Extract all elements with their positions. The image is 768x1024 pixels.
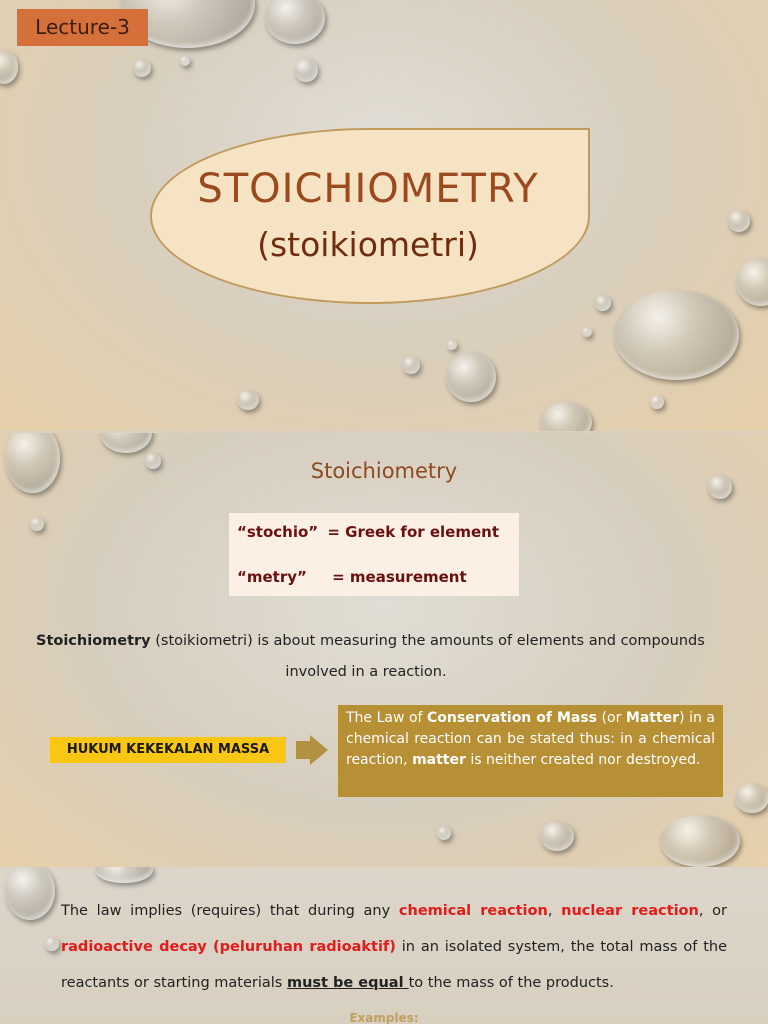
water-drop bbox=[728, 210, 750, 232]
water-drop bbox=[294, 58, 318, 82]
section-heading: Stoichiometry bbox=[310, 459, 458, 483]
water-drop bbox=[660, 815, 740, 867]
definition-line-2: “metry” = measurement bbox=[237, 568, 467, 586]
law-box: The Law of Conservation of Mass (or Matter) in a chemical reaction can be stated thus: in a chemical reaction, matter is neither created nor destroyed. bbox=[338, 705, 723, 797]
water-drop bbox=[437, 826, 451, 840]
water-drop bbox=[265, 0, 325, 44]
hukum-label: HUKUM KEKEKALAN MASSA bbox=[50, 737, 286, 763]
water-drop bbox=[95, 867, 153, 883]
intro-paragraph: Stoichiometry (stoikiometri) is about measuring the amounts of elements and compounds involved in a reaction. bbox=[36, 633, 705, 680]
water-drop bbox=[237, 390, 259, 410]
water-drop bbox=[540, 821, 574, 851]
water-drop bbox=[595, 295, 611, 311]
water-drop bbox=[180, 56, 190, 66]
water-drop bbox=[402, 356, 420, 374]
slide-law-implication bbox=[0, 867, 768, 1024]
water-drop bbox=[736, 258, 768, 306]
water-drop bbox=[582, 327, 592, 337]
water-drop bbox=[650, 395, 664, 409]
water-drop bbox=[447, 340, 457, 350]
water-drop bbox=[540, 402, 592, 431]
slide-definition bbox=[0, 433, 768, 867]
slide-subtitle-text: (stoikiometri) bbox=[257, 225, 479, 264]
law-implication-paragraph: The law implies (requires) that during any chemical reaction, nuclear reaction, or radioactive decay (peluruhan radioaktif) in an isolated system, the total mass of the reactants or starting materials must be equal to the mass of the products. bbox=[61, 903, 727, 991]
examples-label: Examples: bbox=[349, 1011, 419, 1024]
water-drop bbox=[0, 50, 18, 84]
water-drop bbox=[735, 783, 768, 813]
title-bubble bbox=[150, 128, 590, 304]
water-drop bbox=[30, 517, 44, 531]
water-drop bbox=[5, 867, 55, 920]
definition-line-1: “stochio” = Greek for element bbox=[237, 523, 500, 541]
water-drop bbox=[614, 290, 739, 380]
water-drop bbox=[133, 59, 151, 77]
water-drop bbox=[45, 937, 59, 951]
slide-title bbox=[0, 0, 768, 431]
water-drop bbox=[446, 352, 496, 402]
slide-title-text: STOICHIOMETRY bbox=[197, 166, 539, 212]
lecture-label: Lecture-3 bbox=[17, 9, 148, 46]
definition-box bbox=[229, 513, 519, 596]
water-drop bbox=[100, 433, 152, 453]
